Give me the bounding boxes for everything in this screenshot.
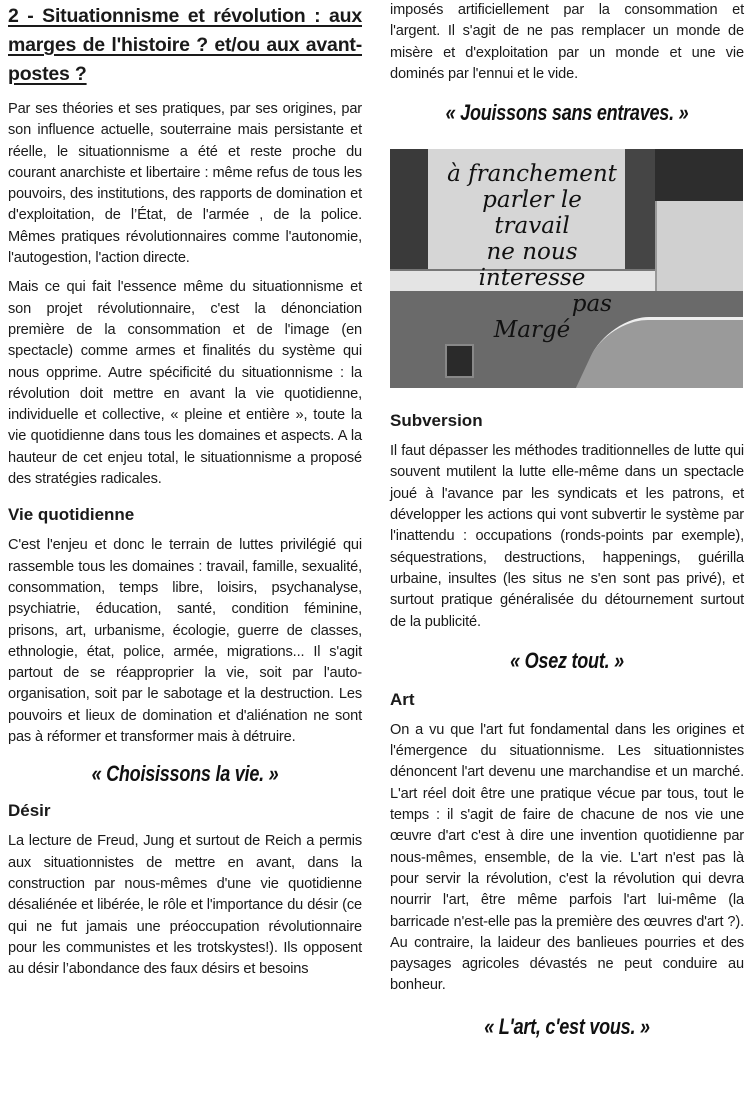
right-column [390, 0, 744, 1041]
graffiti-photo [390, 149, 743, 388]
section-heading-vie-quotidienne: Vie quotidienne [8, 505, 135, 525]
intro-paragraph-1: Par ses théories et ses pratiques, par ses origines, par son influence actuelle, souterraine mais persistante et réelle, le situationnisme a été et reste proche du courant anarchiste et libertaire : même refus de tous les pouvoirs, des institutions, des rapports de domination et d'exploitation, de l’État, de l'armée , de la police. Mêmes pratiques révolutionnaires comme l'autonomie, l'autogestion, l'action directe. [8, 101, 362, 267]
section-text-desir-part1: La lecture de Freud, Jung et surtout de Reich a permis aux situationnistes de mettre en avant, dans la construction par nous-mêmes d'une vie quotidienne désaliénée et libérée, le rôle et l'importance du désir (ce qui ne fut jamais une préoccupation révolutionnaire pour les communistes et les trotskystes!). Ils opposent au désir l’abondance des faux désirs et besoins [8, 833, 362, 978]
section-text-vie-quotidienne: C'est l'enjeu et donc le terrain de luttes privilégié qui rassemble tous les domaines : travail, famille, sexualité, consommation, temps libre, loisirs, psychanalyse, psychiatrie, éducation, santé, condition féminine, prisons, art, urbanisme, écologie, guerre de classes, ethnologie, état, police, armée, migrations... Il s'agit partout de se réapproprier la vie, soit par l'auto-organisation, soit par le sabotage et la destruction. Les pouvoirs et lieux de domination et d'aliénation ne sont pas à réformer et transformer mais à détruire. [8, 537, 362, 746]
section-heading-subversion: Subversion [390, 411, 483, 431]
quote-choisissons-la-vie: « Choisissons la vie. » [91, 761, 279, 787]
photo-brick-left [390, 149, 428, 269]
section-text-subversion: Il faut dépasser les méthodes traditionnelles de lutte qui souvent mutilent la lutte elle-même dans un spectacle joué à l'avance par les syndicats et les patrons, et développer les actions qui vont subvertir le système par l'inattendu : occupations (ronds-points par exemple), séquestrations, destructions, happenings, guérilla urbaine, insultes (les situs ne s'en sont pas privé), et surtout pratique généralisée du détournement surtout de la publicité. [390, 443, 744, 630]
photo-panel [655, 201, 743, 301]
photo-graffiti-text [442, 161, 622, 343]
graffiti-line: ne nous interesse [478, 239, 586, 292]
quote-jouissons-sans-entraves: « Jouissons sans entraves. » [445, 100, 689, 126]
quote-osez-tout: « Osez tout. » [510, 647, 624, 673]
graffiti-line: à franchement [447, 161, 617, 188]
intro-paragraph-2: Mais ce qui fait l'essence même du situationnisme et son projet révolutionnaire, c'est la dénonciation première de la consommation et de l'image (en spectacle) comme armes et finalités du système qui nous opprime. Autre spécificité du situationnisme : la révolution doit mettre en avant la vie quotidienne, individuelle et collective, « pleine et entière », toute la vie quotidienne dans tous les domaines et aspects. A la hauteur de cet enjeu total, le situationnisme a proposé des stratégies radicales. [8, 279, 362, 488]
section-heading-desir: Désir [8, 801, 51, 821]
graffiti-line: Margé [493, 317, 571, 344]
photo-window [655, 149, 743, 201]
section-text-art: On a vu que l'art fut fondamental dans les origines et l'émergence du situationnisme. Les situationnistes dénoncent l'art devenu une marchandise et un marché. L'art réel doit être une pratique vécue par tous, tout le temps : il s'agit de faire de chacune de nos vie une œuvre d'art c'est à dire une invention quotidienne par nous-mêmes, ensemble, de la vie. L'art n'est pas là pour servir la révolution, c'est la révolution qui devra nourrir l'art, être même parfois l'art lui-même (la barricade n'est-elle pas la première des œuvres d'art ?). Au contraire, la laideur des banlieues pourries et des paysages agricoles dévastés ne peut conduire au bonheur. [390, 721, 744, 994]
quote-lart-cest-vous: « L'art, c'est vous. » [484, 1013, 650, 1039]
graffiti-line: parler le travail [482, 187, 582, 240]
section-heading-art: Art [390, 689, 415, 709]
left-column [8, 0, 362, 980]
graffiti-line: pas [571, 291, 612, 318]
article-title: 2 - Situationnisme et révolution : aux marges de l'histoire ? et/ou aux avant-postes ? [8, 5, 362, 85]
section-text-desir-part2: imposés artificiellement par la consommation et l'argent. Il s'agit de ne pas remplacer un monde de misère et d'exploitation par un monde et une vie dominés par l'ennui et le vide. [390, 2, 744, 82]
photo-vent [445, 344, 474, 378]
